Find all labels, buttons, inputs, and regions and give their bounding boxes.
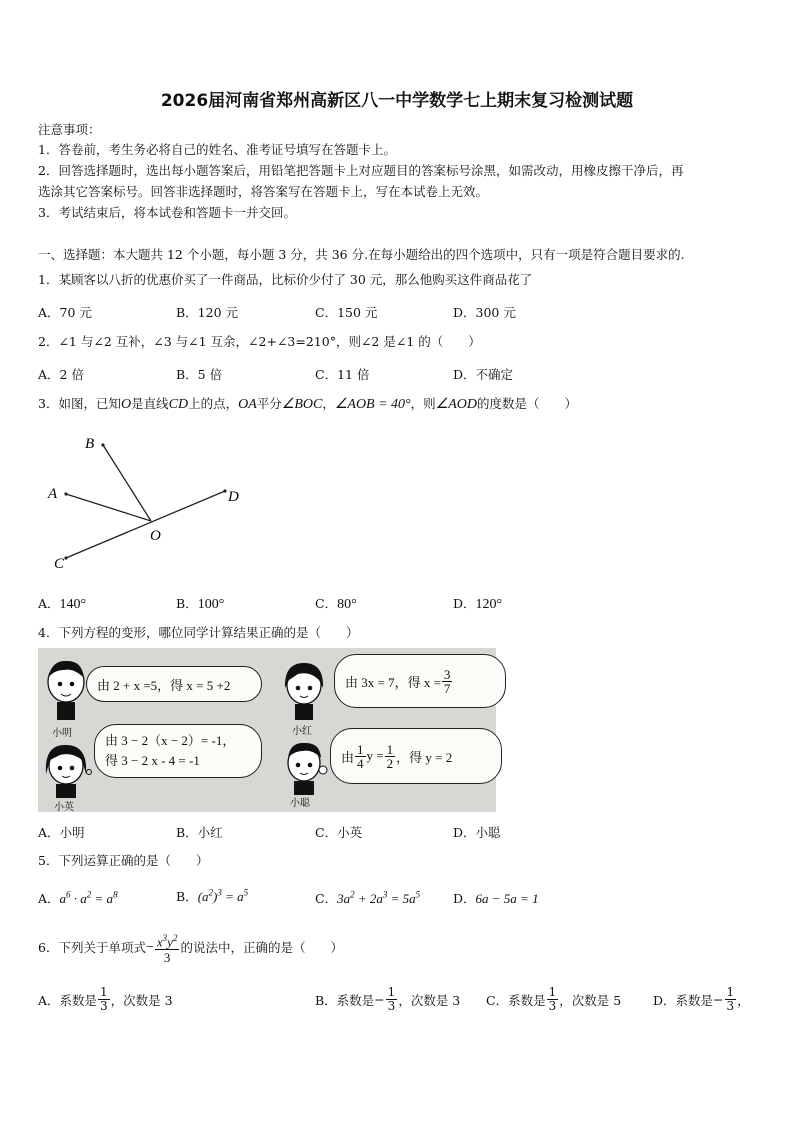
label-o: O <box>150 528 161 544</box>
q2-option-b: B．5 倍 <box>176 367 223 382</box>
ray-ob <box>103 445 151 521</box>
note-2-line-1: 2．回答选择题时，选出每小题答案后，用铅笔把答题卡上对应题目的答案标号涂黑，如需改动，用橡皮擦干净后，再 <box>38 163 684 178</box>
note-2-line-2: 选涂其它答案标号。回答非选择题时，将答案写在答题卡上，写在本试卷上无效。 <box>38 184 489 199</box>
bubble-xiaocong: 由 $\frac{1}{4}$ y = $\frac{1}{2}$ ，得 y = 2 <box>330 728 502 784</box>
q6-option-d: D．系数是 − $\frac{1}{3}$ ， <box>653 985 750 1013</box>
bubble-xiaoming: 由 2 + x =5，得 x = 5 +2 <box>86 666 262 702</box>
name-xiaocong: 小聪 <box>290 798 310 809</box>
notes-heading: 注意事项： <box>38 122 101 137</box>
name-xiaoying: 小英 <box>54 802 74 813</box>
q3-option-b: B．100° <box>176 596 225 612</box>
q4-option-b: B．小红 <box>176 825 223 840</box>
page-title: 2026届河南省郑州高新区八一中学数学七上期末复习检测试题 <box>160 91 634 111</box>
q5-stem: 5．下列运算正确的是（ ） <box>38 853 209 868</box>
name-xiaoming: 小明 <box>52 728 72 739</box>
q1-option-c: C．150 元 <box>315 305 378 320</box>
q2-stem: 2．∠1 与∠2 互补，∠3 与∠1 互余，∠2+∠3=210°，则∠2 是∠1 的（ ） <box>38 334 481 349</box>
name-xiaohong: 小红 <box>292 726 312 737</box>
label-c: C <box>54 556 65 572</box>
q1-option-b: B．120 元 <box>176 305 239 320</box>
q2-option-d: D．不确定 <box>453 367 514 382</box>
q6-option-a: A．系数是 $\frac{1}{3}$ ，次数是 3 <box>38 985 173 1013</box>
q5-option-a: A．$a^6 \cdot a^2 = a^8$ <box>38 889 118 906</box>
q3-option-a: A．140° <box>38 596 87 612</box>
label-b: B <box>85 436 95 452</box>
q4-cartoon <box>38 648 496 812</box>
bubble-xiaoying: 由 3 − 2（x − 2）= -1， 得 3 − 2 x - 4 = -1 <box>94 724 262 778</box>
ray-oa <box>66 494 151 521</box>
q6-stem: 6．下列关于单项式 − $\frac{x^3y^2}{3}$ 的说法中，正确的是（ ） <box>38 933 343 966</box>
xiaocong-avatar <box>282 738 330 798</box>
q3-stem: 3．如图，已知O是直线CD上的点，OA平分∠BOC，∠AOB = 40°，则∠AOD的度数是（ ） <box>38 396 578 412</box>
q5-option-c: C．$3a^2 + 2a^3 = 5a^5$ <box>315 889 421 906</box>
note-3: 3．考试结束后，将本试卷和答题卡一并交回。 <box>38 205 296 220</box>
q6-option-c: C．系数是 $\frac{1}{3}$ ，次数是 5 <box>486 985 622 1013</box>
q2-option-c: C．11 倍 <box>315 367 370 382</box>
label-a: A <box>48 486 58 502</box>
q1-stem: 1．某顾客以八折的优惠价买了一件商品，比标价少付了 30 元，那么他购买这件商品花了 <box>38 272 533 287</box>
label-d: D <box>228 489 239 505</box>
xiaoming-avatar <box>42 656 90 722</box>
q3-option-d: D．120° <box>453 596 503 612</box>
q5-option-b: B．$(a^2)^3 = a^5$ <box>176 887 249 904</box>
q4-stem: 4．下列方程的变形，哪位同学计算结果正确的是（ ） <box>38 625 359 640</box>
q1-option-a: A．70 元 <box>38 305 92 320</box>
q1-option-d: D．300 元 <box>453 305 516 320</box>
xiaohong-avatar <box>280 658 328 724</box>
xiaoying-avatar <box>42 740 92 800</box>
q4-option-a: A．小明 <box>38 825 85 840</box>
note-1: 1．答卷前，考生务必将自己的姓名、准考证号填写在答题卡上。 <box>38 142 396 157</box>
bubble-xiaohong: 由 3x = 7，得 x = $\frac{3}{7}$ <box>334 654 506 708</box>
q4-option-c: C．小英 <box>315 825 363 840</box>
q6-option-b: B．系数是 − $\frac{1}{3}$ ，次数是 3 <box>315 985 461 1013</box>
q3-figure <box>38 425 268 575</box>
q3-option-c: C．80° <box>315 596 357 612</box>
q5-option-d: D．6a − 5a = 1 <box>453 891 539 906</box>
q2-option-a: A．2 倍 <box>38 367 84 382</box>
section-heading: 一、选择题：本大题共 12 个小题，每小题 3 分，共 36 分.在每小题给出的四个选项中，只有一项是符合题目要求的. <box>38 247 685 262</box>
q4-option-d: D．小聪 <box>453 825 501 840</box>
